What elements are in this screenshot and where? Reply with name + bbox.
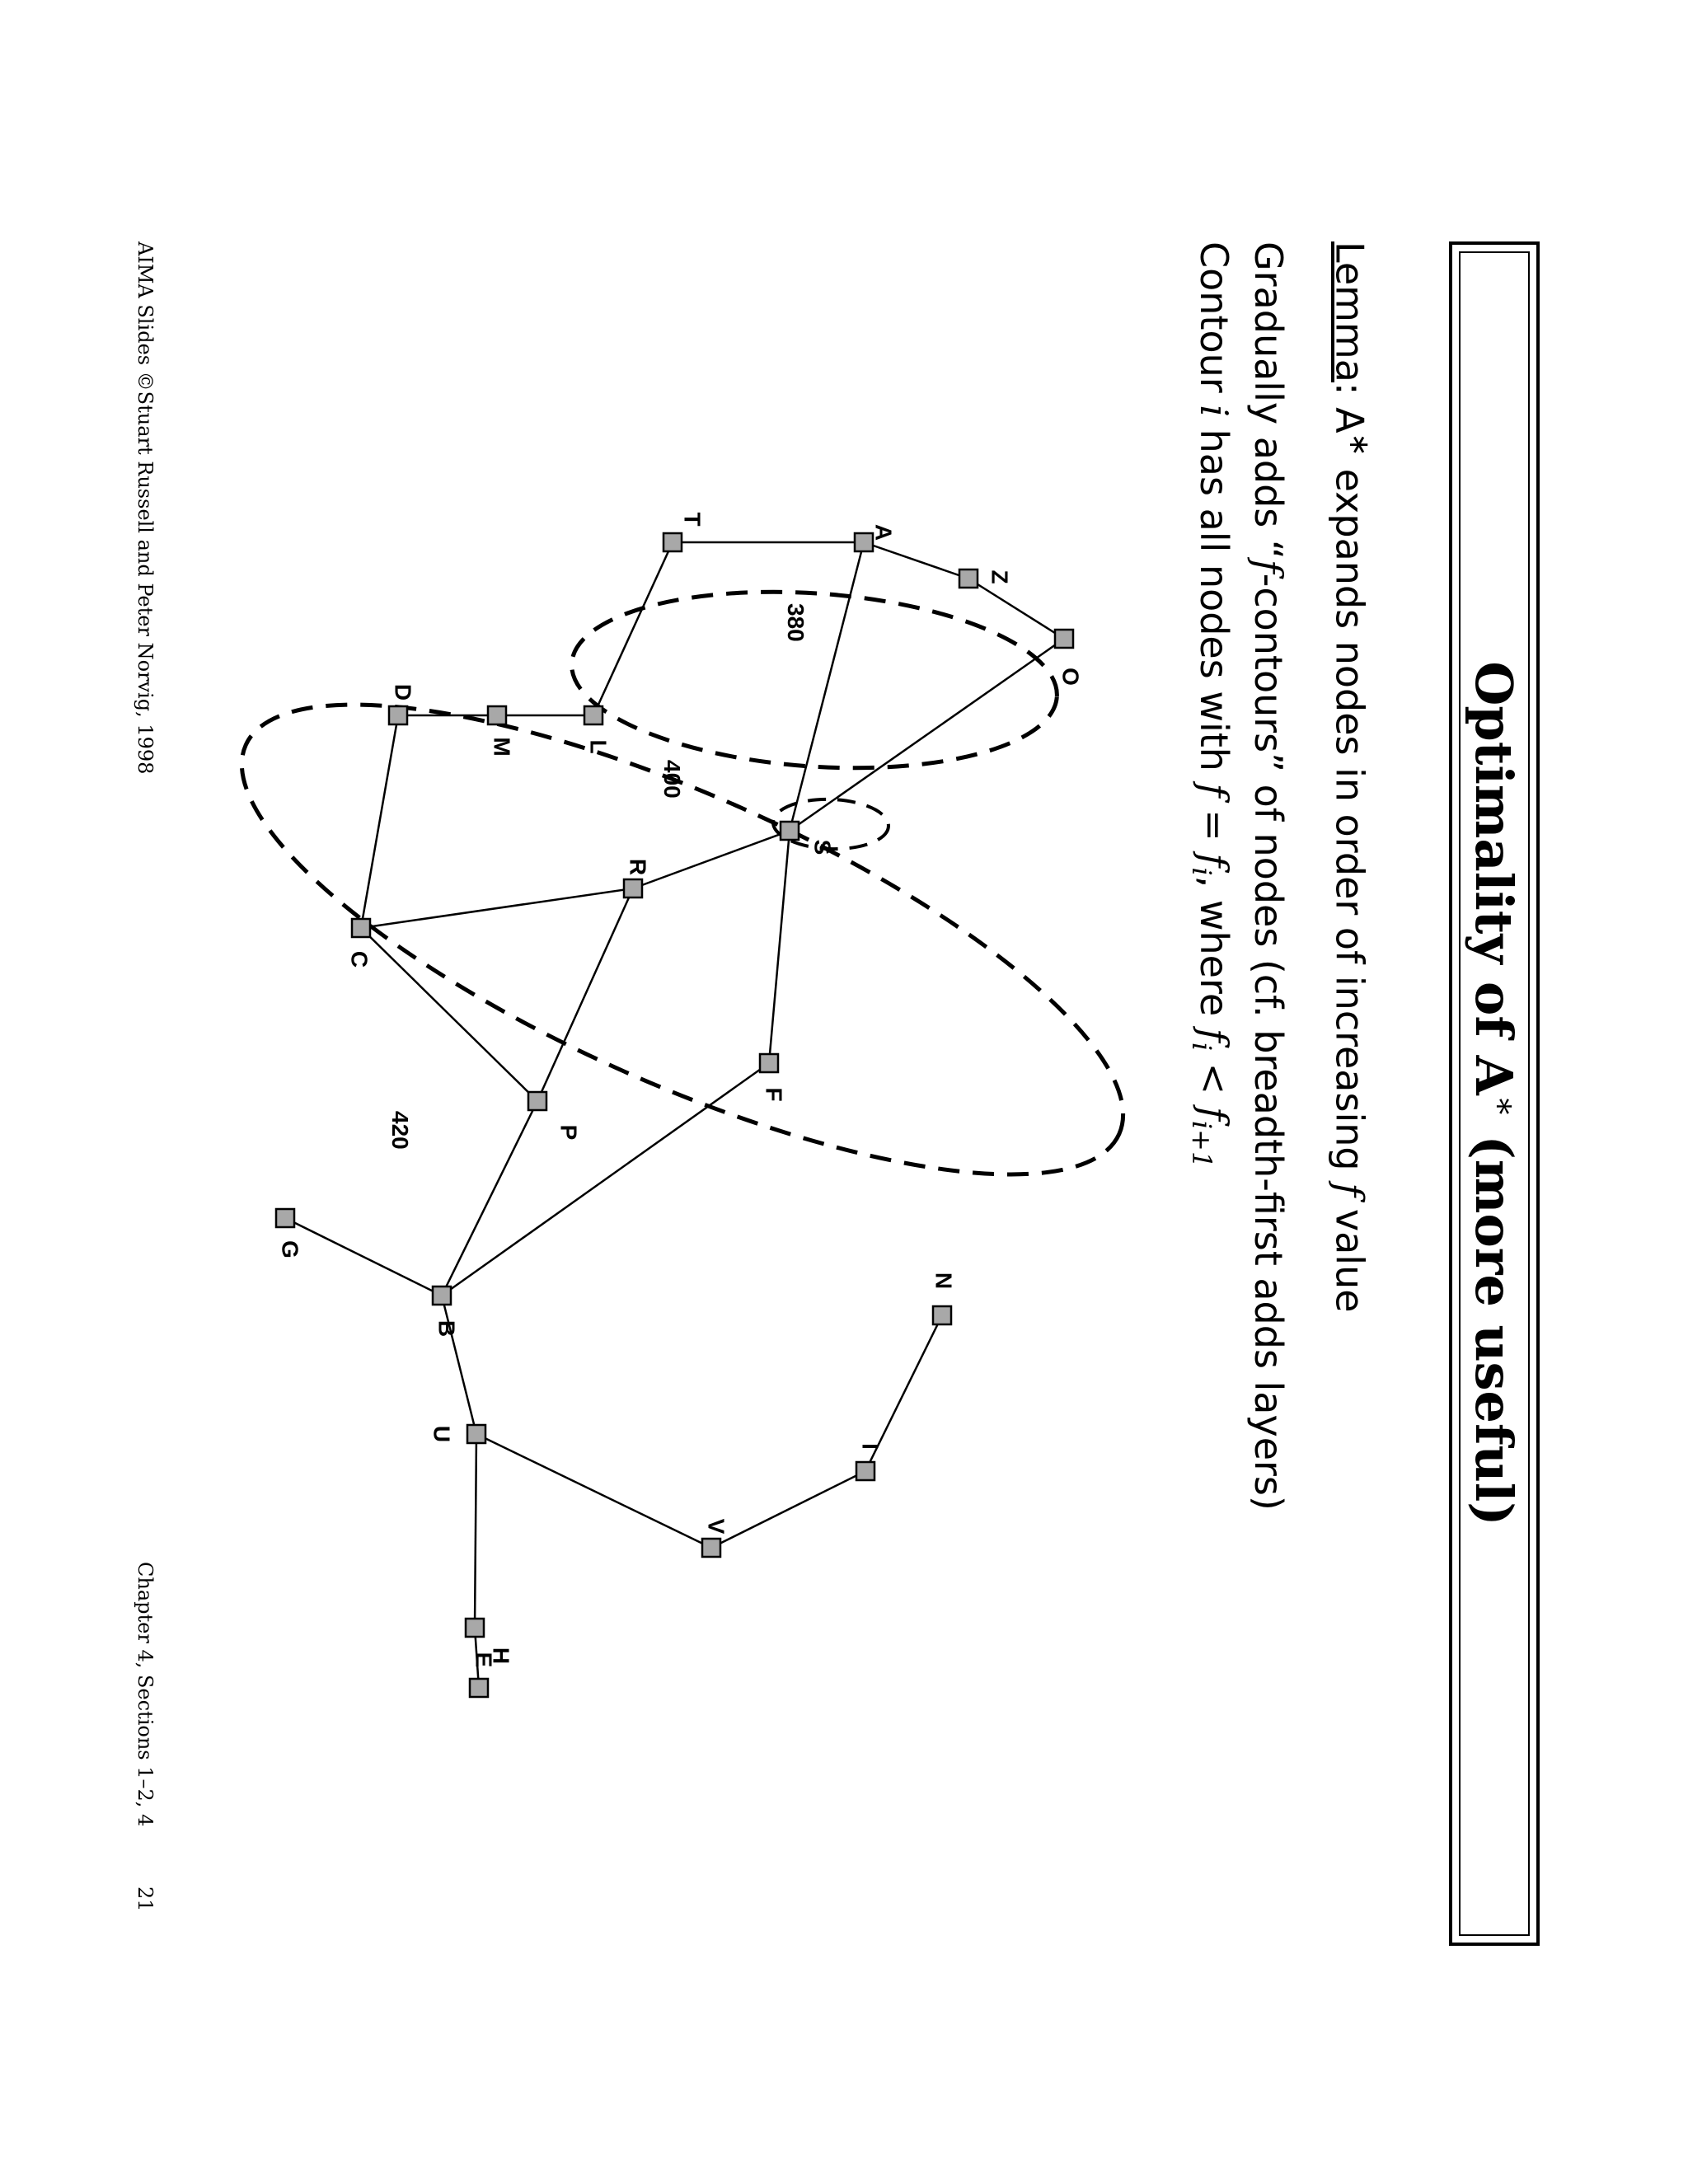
node-label-p: P xyxy=(556,1124,582,1141)
node-label-m: M xyxy=(489,737,515,757)
edge-a-z xyxy=(864,542,968,579)
line3-pre: Contour xyxy=(1192,241,1236,405)
line3-fi3: f xyxy=(1192,1106,1236,1121)
lemma-f: f xyxy=(1327,1183,1372,1197)
node-u xyxy=(467,1425,485,1443)
lemma-end: value xyxy=(1327,1197,1372,1313)
line3-fi: f xyxy=(1192,853,1236,868)
node-label-h: H xyxy=(488,1647,514,1665)
node-o xyxy=(1055,630,1073,648)
footer-page: 21 xyxy=(134,1886,157,1912)
lemma-label: Lemma xyxy=(1327,241,1372,382)
line3-sub-i: i xyxy=(1185,867,1217,876)
contour-label-400: 400 xyxy=(659,760,685,799)
node-label-g: G xyxy=(277,1240,303,1258)
line3-f: f xyxy=(1192,783,1236,798)
edge-u-v xyxy=(476,1434,711,1548)
edge-c-p xyxy=(361,928,537,1101)
line3-eq: = xyxy=(1192,797,1236,854)
edge-g-b xyxy=(285,1218,442,1296)
edge-u-h xyxy=(475,1434,476,1628)
node-z xyxy=(959,569,978,588)
edge-v-i xyxy=(711,1471,865,1548)
node-label-b: B xyxy=(434,1319,460,1338)
line2-pre: Gradually adds “ xyxy=(1246,241,1291,560)
f-contours xyxy=(187,577,1178,1266)
node-label-e: E xyxy=(471,1652,497,1668)
line3-fi2: f xyxy=(1192,1028,1236,1043)
node-d xyxy=(389,706,407,724)
node-b xyxy=(433,1286,451,1305)
line3-comma: , where xyxy=(1192,875,1236,1029)
contour-400 xyxy=(565,577,1062,784)
node-label-r: R xyxy=(625,858,651,876)
node-label-n: N xyxy=(931,1272,957,1290)
edge-p-b xyxy=(442,1101,537,1296)
node-label-o: O xyxy=(1057,668,1084,686)
node-g xyxy=(276,1209,294,1227)
title-main: Optimality of A xyxy=(1464,661,1525,1095)
node-i xyxy=(856,1462,874,1480)
edge-d-c xyxy=(361,715,398,928)
label-380-bg xyxy=(814,623,835,644)
node-e xyxy=(470,1679,488,1697)
node-label-v: V xyxy=(703,1518,729,1535)
line3-sub-i3: i+1 xyxy=(1185,1120,1217,1169)
node-c xyxy=(352,919,370,937)
node-label-z: Z xyxy=(987,569,1013,584)
node-l xyxy=(584,706,603,724)
footer-right: Chapter 4, Sections 1–2, 4 xyxy=(134,1562,157,1827)
node-h xyxy=(466,1619,484,1637)
contour-label-420: 420 xyxy=(387,1111,413,1150)
line3-lt: < xyxy=(1192,1051,1236,1107)
node-p xyxy=(528,1092,546,1110)
edge-s-r xyxy=(633,831,790,888)
line2-post: -contours” of nodes (cf. breadth-first adds layers) xyxy=(1246,573,1291,1511)
node-label-u: U xyxy=(429,1425,455,1443)
line3-i: i xyxy=(1192,405,1236,418)
graph-labels xyxy=(278,512,1084,1667)
title-tail: (more useful) xyxy=(1464,1117,1525,1526)
edge-t-l xyxy=(593,542,673,715)
node-v xyxy=(702,1539,720,1557)
node-label-a: A xyxy=(870,523,897,541)
edge-r-c xyxy=(361,888,633,928)
edge-b-u xyxy=(442,1296,476,1434)
node-label-l: L xyxy=(585,739,612,754)
node-label-c: C xyxy=(346,950,373,968)
footer-left: AIMA Slides ©Stuart Russell and Peter Norvig, 1998 xyxy=(134,241,157,775)
line3-sub-i2: i xyxy=(1185,1042,1217,1052)
edge-f-b xyxy=(442,1063,769,1296)
node-n xyxy=(933,1306,951,1324)
node-label-t: T xyxy=(679,512,706,527)
lemma-a: A xyxy=(1327,407,1372,434)
node-label-i: I xyxy=(857,1443,884,1450)
contour-420 xyxy=(187,613,1178,1266)
line2-f: f xyxy=(1246,559,1291,574)
node-t xyxy=(663,533,682,551)
lemma-colon: : xyxy=(1327,382,1372,396)
lemma-star: ∗ xyxy=(1343,433,1376,457)
node-f xyxy=(760,1054,778,1072)
node-s xyxy=(781,822,799,840)
title-star: ∗ xyxy=(1486,1094,1525,1118)
node-label-f: F xyxy=(761,1087,787,1102)
line3-mid: has all nodes with xyxy=(1192,417,1236,784)
edge-s-f xyxy=(769,831,790,1063)
node-label-d: D xyxy=(390,683,416,701)
node-label-s: S xyxy=(809,839,836,855)
contour-label-380: 380 xyxy=(783,603,809,642)
node-r xyxy=(624,879,642,898)
node-m xyxy=(488,706,506,724)
lemma-text: expands nodes in order of increasing xyxy=(1327,457,1372,1183)
